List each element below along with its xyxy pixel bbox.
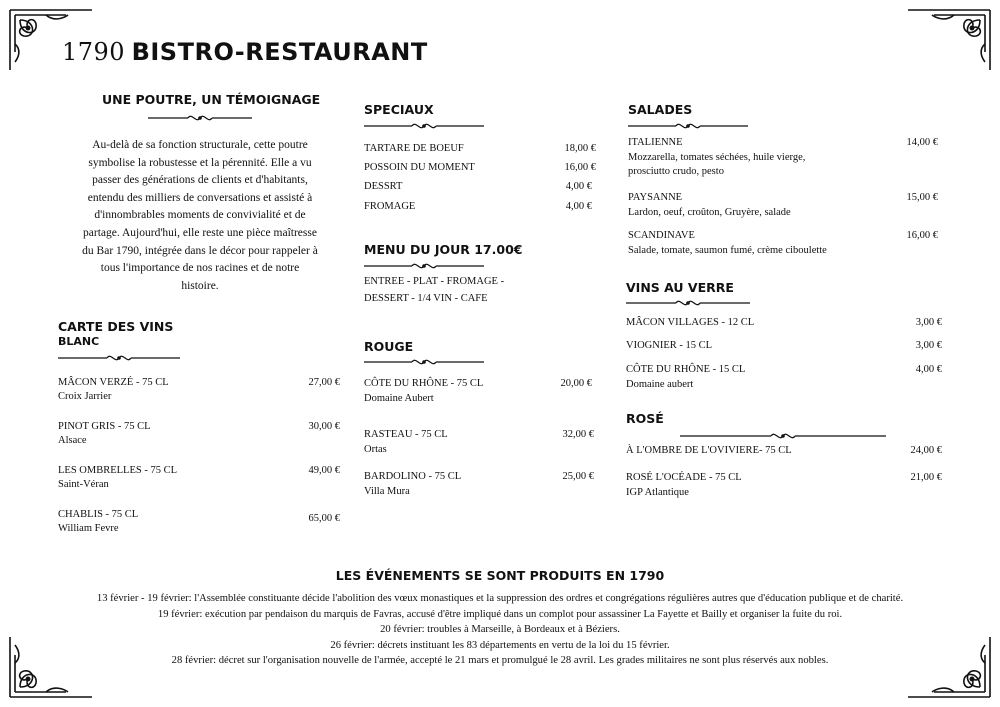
item-desc: IGP Atlantique (626, 487, 689, 498)
poutre-line: entendu des milliers de conversations et assisté à (87, 191, 313, 204)
menu-jour-text (364, 274, 584, 307)
item-name: ITALIENNE (628, 137, 683, 148)
item-name: FROMAGE (364, 201, 416, 212)
salades-heading: SALADES (628, 102, 693, 117)
rose-heading: ROSÉ (626, 411, 664, 426)
item-price: 4,00 € (565, 181, 592, 192)
list-item (626, 362, 942, 392)
item-desc: Domaine Aubert (364, 393, 434, 404)
item-desc: Mozzarella, tomates séchées, huile vierge, (628, 151, 806, 163)
poutre-line: symbolise la robustesse et la pérennité. Elle a vu (88, 156, 312, 169)
menu-jour-line: ENTREE - PLAT - FROMAGE - (364, 276, 505, 287)
item-name: LES OMBRELLES - 75 CL (58, 465, 178, 476)
list-item (364, 180, 592, 194)
item-price: 3,00 € (915, 340, 942, 351)
item-name: RASTEAU - 75 CL (364, 429, 448, 440)
poutre-heading: UNE POUTRE, UN TÉMOIGNAGE (102, 92, 321, 107)
flourish-divider (364, 356, 484, 368)
item-desc: Domaine aubert (626, 379, 694, 390)
flourish-divider (364, 120, 484, 132)
item-price: 15,00 € (906, 192, 938, 203)
poutre-line: histoire. (181, 279, 219, 292)
menu-jour-heading: MENU DU JOUR 17.00€ (364, 242, 523, 257)
list-item (626, 444, 942, 458)
list-item (626, 470, 942, 500)
list-item (364, 200, 592, 214)
item-price: 49,00 € (308, 465, 340, 476)
item-price: 3,00 € (915, 317, 942, 328)
item-desc: Alsace (58, 435, 87, 446)
events-list (0, 591, 1000, 669)
item-price: 27,00 € (308, 377, 340, 388)
poutre-line: tous l'importance de nos racines et de notre (100, 262, 300, 275)
poutre-line: du Bar 1790, intégrée dans le décor pour rappeler à (82, 244, 318, 257)
list-item (58, 420, 340, 448)
item-name: PAYSANNE (628, 192, 683, 203)
item-price: 4,00 € (565, 201, 592, 212)
item-name: MÂCON VERZÉ - 75 CL (58, 377, 169, 388)
corner-ornament-top-right (904, 6, 994, 76)
item-desc: Croix Jarrier (58, 391, 112, 402)
item-desc: Villa Mura (364, 486, 410, 497)
menu-jour-line: DESSERT - 1/4 VIN - CAFE (364, 292, 488, 304)
item-desc: William Fevre (58, 523, 119, 534)
vins-heading: CARTE DES VINS (58, 319, 174, 334)
list-item (58, 376, 340, 404)
flourish-divider (148, 112, 252, 124)
item-price: 20,00 € (560, 378, 592, 389)
list-item (628, 190, 938, 220)
item-name: POSSOIN DU MOMENT (364, 162, 475, 173)
rouge-heading: ROUGE (364, 339, 414, 354)
event-line: 20 février: troubles à Marseille, à Bordeaux et à Béziers. (380, 624, 620, 636)
poutre-text (52, 137, 348, 295)
list-item (364, 427, 594, 457)
flourish-divider (58, 352, 180, 364)
list-item (628, 136, 938, 180)
item-name: ROSÉ L'OCÉADE - 75 CL (626, 472, 742, 483)
item-name: MÂCON VILLAGES - 12 CL (626, 317, 755, 328)
item-desc: Saint-Véran (58, 479, 109, 490)
item-name: À L'OMBRE DE L'OVIVIERE- 75 CL (626, 445, 792, 456)
list-item (58, 464, 340, 492)
title-year: 1790 (62, 38, 126, 66)
item-price: 32,00 € (562, 429, 594, 440)
item-desc: Ortas (364, 444, 387, 455)
item-price: 18,00 € (564, 143, 596, 154)
list-item (364, 161, 596, 175)
item-name: CÔTE DU RHÔNE - 15 CL (626, 364, 746, 375)
flourish-divider (364, 260, 484, 272)
poutre-line: Au-delà de sa fonction structurale, cette poutre (92, 139, 308, 151)
item-price: 16,00 € (564, 162, 596, 173)
event-line: 19 février: exécution par pendaison du marquis de Favras, accusé d'être impliqué dans un complot pour assassiner La Fayette et Bailly et organiser la fuite du roi. (157, 608, 843, 620)
flourish-divider (680, 430, 886, 442)
list-item (628, 228, 938, 258)
item-name: CHABLIS - 75 CL (58, 509, 139, 520)
events-heading: LES ÉVÉNEMENTS SE SONT PRODUITS EN 1790 (335, 568, 665, 583)
item-desc: Lardon, oeuf, croûton, Gruyère, salade (628, 207, 791, 218)
list-item (58, 508, 340, 536)
title-name: BISTRO-RESTAURANT (131, 38, 428, 66)
vins-sub-blanc: BLANC (58, 335, 100, 348)
item-price: 14,00 € (906, 137, 938, 148)
item-name: BARDOLINO - 75 CL (364, 471, 462, 482)
page-title (62, 38, 428, 67)
list-item (626, 316, 942, 330)
list-item (364, 376, 592, 406)
poutre-line: partage. Aujourd'hui, elle reste une pièce maîtresse (83, 226, 317, 239)
event-line: 26 février: décrets instituant les 83 départements en vertu de la loi du 15 février. (330, 639, 670, 651)
item-desc: prosciutto crudo, pesto (628, 166, 724, 177)
list-item (626, 339, 942, 353)
item-price: 16,00 € (906, 230, 938, 241)
item-price: 24,00 € (910, 445, 942, 456)
item-price: 21,00 € (910, 472, 942, 483)
item-price: 65,00 € (308, 513, 340, 524)
list-item (364, 142, 596, 156)
item-name: PINOT GRIS - 75 CL (58, 421, 151, 432)
item-name: SCANDINAVE (628, 230, 695, 241)
speciaux-heading: SPECIAUX (364, 102, 434, 117)
flourish-divider (626, 297, 750, 309)
event-line: 28 février: décret sur l'organisation nouvelle de l'armée, accepté le 21 mars et promulgué le 28 avril. Les grades militaires ne sont plus réservés aux nobles. (171, 655, 829, 667)
item-price: 4,00 € (915, 364, 942, 375)
list-item (364, 469, 594, 499)
item-name: DESSRT (364, 181, 403, 192)
item-desc: Salade, tomate, saumon fumé, crème ciboulette (628, 245, 827, 256)
item-name: VIOGNIER - 15 CL (626, 340, 713, 351)
item-name: CÔTE DU RHÔNE - 75 CL (364, 378, 484, 389)
item-name: TARTARE DE BOEUF (364, 143, 464, 154)
event-line: 13 février - 19 février: l'Assemblée constituante décide l'abolition des vœux monastiques et la suppression des ordres et congrégations régulières autres que d'éducation publique et de charité. (96, 593, 904, 604)
poutre-line: d'innombrables moments de convivialité et de (94, 209, 306, 222)
item-price: 30,00 € (308, 421, 340, 432)
poutre-line: passer des générations de clients et d'habitants, (92, 174, 308, 187)
item-price: 25,00 € (562, 471, 594, 482)
vins-verre-heading: VINS AU VERRE (626, 280, 734, 295)
flourish-divider (628, 120, 748, 132)
